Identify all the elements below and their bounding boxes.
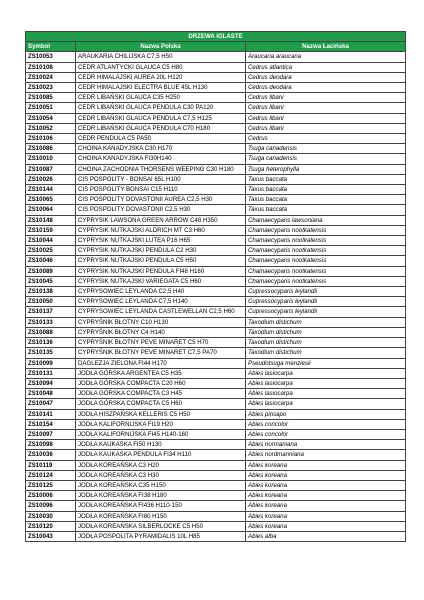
table-row bbox=[26, 225, 406, 235]
row-latin-name: Taxus baccata bbox=[246, 205, 406, 215]
row-symbol: ZS10006 bbox=[26, 491, 76, 501]
row-polish-name: CIS POSPOLITY BONSAI C15 H110 bbox=[76, 185, 246, 195]
table-row bbox=[26, 205, 406, 215]
row-symbol: ZS10136 bbox=[26, 338, 76, 348]
row-polish-name: CYPRYSIK NUTKAJSKI PENDULA C2 H30 bbox=[76, 246, 246, 256]
row-polish-name: JODŁA GÓRSKA COMPACTA C5 H60 bbox=[76, 399, 246, 409]
row-symbol: ZS10030 bbox=[26, 511, 76, 521]
row-polish-name: CEDR LIBAŃSKI GLAUCA PENDULA C30 PA120 bbox=[76, 103, 246, 113]
table-row bbox=[26, 521, 406, 531]
table-row bbox=[26, 144, 406, 154]
table-row bbox=[26, 276, 406, 286]
table-row bbox=[26, 164, 406, 174]
row-symbol: ZS10023 bbox=[26, 83, 76, 93]
row-symbol: ZS10050 bbox=[26, 297, 76, 307]
row-symbol: ZS10106 bbox=[26, 134, 76, 144]
row-latin-name: Taxodium distichum bbox=[246, 317, 406, 327]
row-symbol: ZS10094 bbox=[26, 378, 76, 388]
row-polish-name: CEDR ATLANTYCKI GLAUCA C5 H80 bbox=[76, 62, 246, 72]
row-latin-name: Abies koreana bbox=[246, 491, 406, 501]
row-symbol: ZS10044 bbox=[26, 236, 76, 246]
row-polish-name: CYPRYŚNIK BŁOTNY PEVE MINARET C5 H70 bbox=[76, 338, 246, 348]
row-latin-name: Abies lasiocarpa bbox=[246, 399, 406, 409]
table-row bbox=[26, 256, 406, 266]
row-symbol: ZS10052 bbox=[26, 123, 76, 133]
row-latin-name: Taxus baccata bbox=[246, 195, 406, 205]
row-polish-name: CYPRYSOWIEC LEYLANDA C7,5 H140 bbox=[76, 297, 246, 307]
row-symbol: ZS10051 bbox=[26, 103, 76, 113]
table-row bbox=[26, 307, 406, 317]
table-row bbox=[26, 460, 406, 470]
table-row bbox=[26, 195, 406, 205]
row-symbol: ZS10065 bbox=[26, 195, 76, 205]
row-polish-name: JODŁA KOREAŃSKA FI38 H180 bbox=[76, 491, 246, 501]
row-latin-name: Araucaria araucana bbox=[246, 52, 406, 62]
table-row bbox=[26, 368, 406, 378]
row-polish-name: CYPRYSOWIEC LEYLANDA CASTLEWELLAN C2,5 H60 bbox=[76, 307, 246, 317]
row-latin-name: Cupressocyparis leylandii bbox=[246, 287, 406, 297]
table-row bbox=[26, 52, 406, 62]
row-latin-name: Chamaecyparis lawsoniana bbox=[246, 215, 406, 225]
table-row bbox=[26, 389, 406, 399]
row-latin-name: Abies koreana bbox=[246, 460, 406, 470]
row-latin-name: Abies nordmanniana bbox=[246, 450, 406, 460]
row-polish-name: CHOINA ZACHODNIA THORSENS WEEPING C30 H180 bbox=[76, 164, 246, 174]
row-polish-name: JODŁA KOREAŃSKA FI80 H150 bbox=[76, 511, 246, 521]
row-symbol: ZS10024 bbox=[26, 72, 76, 82]
row-latin-name: Cedrus libani bbox=[246, 103, 406, 113]
row-symbol: ZS10141 bbox=[26, 409, 76, 419]
row-latin-name: Abies concolor bbox=[246, 419, 406, 429]
row-polish-name: CYPRYŚNIK BŁOTNY C4 H140 bbox=[76, 327, 246, 337]
row-symbol: ZS10045 bbox=[26, 276, 76, 286]
row-latin-name: Chamaecyparis nootkatensis bbox=[246, 256, 406, 266]
row-latin-name: Cedrus libani bbox=[246, 93, 406, 103]
row-symbol: ZS10025 bbox=[26, 246, 76, 256]
column-header-polish-name: Nazwa Polska bbox=[76, 42, 246, 52]
table-row bbox=[26, 378, 406, 388]
table-row bbox=[26, 338, 406, 348]
row-polish-name: JODŁA KOREAŃSKA C3 H20 bbox=[76, 460, 246, 470]
row-symbol: ZS10087 bbox=[26, 164, 76, 174]
table-row bbox=[26, 215, 406, 225]
row-polish-name: CYPRYSIK NUTKAJSKI LUTEA P16 H65 bbox=[76, 236, 246, 246]
row-latin-name: Pseudotsuga menziesii bbox=[246, 358, 406, 368]
row-polish-name: CIS POSPOLITY DOVASTONII C2,5 H30 bbox=[76, 205, 246, 215]
table-row bbox=[26, 480, 406, 490]
row-polish-name: JODŁA KAUKASKA FI50 H130 bbox=[76, 440, 246, 450]
table-row bbox=[26, 511, 406, 521]
table-row bbox=[26, 154, 406, 164]
row-polish-name: JODŁA POSPOLITA PYRAMIDALIS 10L H85 bbox=[76, 531, 246, 541]
row-latin-name: Abies lasiocarpa bbox=[246, 368, 406, 378]
row-latin-name: Abies alba bbox=[246, 531, 406, 541]
table-row bbox=[26, 236, 406, 246]
row-latin-name: Abies koreana bbox=[246, 521, 406, 531]
row-symbol: ZS10089 bbox=[26, 266, 76, 276]
row-symbol: ZS10159 bbox=[26, 225, 76, 235]
row-symbol: ZS10144 bbox=[26, 185, 76, 195]
row-latin-name: Cupressocyparis leylandii bbox=[246, 297, 406, 307]
row-polish-name: CHOINA KANADYJSKA FI30H140 bbox=[76, 154, 246, 164]
table-row bbox=[26, 399, 406, 409]
row-polish-name: JODŁA HISZPAŃSKA KELLERIS C5 H50 bbox=[76, 409, 246, 419]
table-row bbox=[26, 317, 406, 327]
row-symbol: ZS10131 bbox=[26, 368, 76, 378]
table-row bbox=[26, 327, 406, 337]
row-latin-name: Cupressocyparis leylandii bbox=[246, 307, 406, 317]
table-row bbox=[26, 287, 406, 297]
row-polish-name: CIS POSPOLITY DOVASTONII AUREA C2,5 H30 bbox=[76, 195, 246, 205]
row-polish-name: JODŁA KOREAŃSKA C3 H30 bbox=[76, 470, 246, 480]
row-symbol: ZS10026 bbox=[26, 174, 76, 184]
row-latin-name: Chamaecyparis nootkatensis bbox=[246, 276, 406, 286]
row-polish-name: CEDR HIMALAJSKI AUREA 20L H120 bbox=[76, 72, 246, 82]
row-symbol: ZS10096 bbox=[26, 501, 76, 511]
row-symbol: ZS10086 bbox=[26, 144, 76, 154]
row-latin-name: Taxus baccata bbox=[246, 174, 406, 184]
row-latin-name: Abies koreana bbox=[246, 501, 406, 511]
row-latin-name: Taxodium distichum bbox=[246, 327, 406, 337]
table-row bbox=[26, 103, 406, 113]
row-symbol: ZS10133 bbox=[26, 317, 76, 327]
table-row bbox=[26, 174, 406, 184]
row-latin-name: Cedrus deodara bbox=[246, 72, 406, 82]
table-row bbox=[26, 123, 406, 133]
row-symbol: ZS10064 bbox=[26, 205, 76, 215]
column-header-latin-name: Nazwa Łacińska bbox=[246, 42, 406, 52]
row-latin-name: Abies concolor bbox=[246, 429, 406, 439]
row-polish-name: CYPRYŚNIK BŁOTNY C10 H130 bbox=[76, 317, 246, 327]
row-symbol: ZS10043 bbox=[26, 531, 76, 541]
row-polish-name: CYPRYSIK NUTKAJSKI VARIEGATA C5 H60 bbox=[76, 276, 246, 286]
row-polish-name: JODŁA KOREAŃSKA SILBERLOCKE C5 H50 bbox=[76, 521, 246, 531]
table-row bbox=[26, 429, 406, 439]
row-latin-name: Tsuga canadensis bbox=[246, 154, 406, 164]
row-latin-name: Abies koreana bbox=[246, 470, 406, 480]
column-header-symbol: Symbol bbox=[26, 42, 76, 52]
table-row bbox=[26, 440, 406, 450]
row-polish-name: JODŁA GÓRSKA COMPACTA C20 H60 bbox=[76, 378, 246, 388]
table-row bbox=[26, 246, 406, 256]
table-row bbox=[26, 470, 406, 480]
row-latin-name: Abies koreana bbox=[246, 511, 406, 521]
row-latin-name: Cedrus bbox=[246, 134, 406, 144]
table-row bbox=[26, 348, 406, 358]
row-latin-name: Taxus baccata bbox=[246, 185, 406, 195]
row-polish-name: CYPRYŚNIK BŁOTNY PEVE MINARET C7,5 PA70 bbox=[76, 348, 246, 358]
table-row bbox=[26, 72, 406, 82]
row-latin-name: Abies lasiocarpa bbox=[246, 378, 406, 388]
table-row bbox=[26, 113, 406, 123]
row-symbol: ZS10010 bbox=[26, 154, 76, 164]
table-row bbox=[26, 491, 406, 501]
row-symbol: ZS10036 bbox=[26, 450, 76, 460]
table-row bbox=[26, 93, 406, 103]
row-symbol: ZS10124 bbox=[26, 470, 76, 480]
row-polish-name: CYPRYSIK NUTKAJSKI PENDULA FI48 H160 bbox=[76, 266, 246, 276]
row-polish-name: JODŁA GÓRSKA ARGENTEA C5 H35 bbox=[76, 368, 246, 378]
row-latin-name: Cedrus deodara bbox=[246, 83, 406, 93]
row-polish-name: JODŁA KAUKASKA PENDULA FI34 H110 bbox=[76, 450, 246, 460]
row-latin-name: Cedrus atlantica bbox=[246, 62, 406, 72]
row-symbol: ZS10047 bbox=[26, 399, 76, 409]
row-symbol: ZS10099 bbox=[26, 358, 76, 368]
row-symbol: ZS10119 bbox=[26, 460, 76, 470]
row-symbol: ZS10085 bbox=[26, 93, 76, 103]
table-title-row bbox=[26, 32, 406, 42]
row-polish-name: CEDR LIBAŃSKI GLAUCA C35 H250 bbox=[76, 93, 246, 103]
table-row bbox=[26, 134, 406, 144]
row-latin-name: Taxodium distichum bbox=[246, 338, 406, 348]
table-row bbox=[26, 501, 406, 511]
table-row bbox=[26, 185, 406, 195]
row-latin-name: Abies pinsapo bbox=[246, 409, 406, 419]
table-row bbox=[26, 62, 406, 72]
row-polish-name: CEDR PENDULA C5 PA50 bbox=[76, 134, 246, 144]
row-polish-name: JODŁA KALIFORNIJSKA FI19 H20 bbox=[76, 419, 246, 429]
row-polish-name: CYPRYSIK LAWSONA GREEN ARROW C48 H350 bbox=[76, 215, 246, 225]
table-row bbox=[26, 419, 406, 429]
row-symbol: ZS10137 bbox=[26, 307, 76, 317]
row-polish-name: JODŁA KOREAŃSKA FI436 H110-150 bbox=[76, 501, 246, 511]
row-latin-name: Tsuga heterophylla bbox=[246, 164, 406, 174]
row-latin-name: Taxodium distichum bbox=[246, 348, 406, 358]
row-polish-name: CYPRYSOWIEC LEYLANDA C2,5 H40 bbox=[76, 287, 246, 297]
row-symbol: ZS10054 bbox=[26, 113, 76, 123]
row-polish-name: CYPRYSIK NUTKAJSKI PENDULA C5 H50 bbox=[76, 256, 246, 266]
table-row bbox=[26, 409, 406, 419]
row-latin-name: Abies lasiocarpa bbox=[246, 389, 406, 399]
row-latin-name: Chamaecyparis nootkatensis bbox=[246, 266, 406, 276]
table-title: DRZEWA IGLASTE bbox=[26, 32, 406, 42]
table-header-row bbox=[26, 42, 406, 52]
row-polish-name: CIS POSPOLITY - BONSAI 65L H100 bbox=[76, 174, 246, 184]
row-symbol: ZS10135 bbox=[26, 348, 76, 358]
table-row bbox=[26, 266, 406, 276]
table-row bbox=[26, 358, 406, 368]
row-polish-name: CHOINA KANADYJSKA C30 H170 bbox=[76, 144, 246, 154]
row-symbol: ZS10053 bbox=[26, 52, 76, 62]
row-latin-name: Chamaecyparis nootkatensis bbox=[246, 225, 406, 235]
table-row bbox=[26, 450, 406, 460]
row-latin-name: Abies normaniana bbox=[246, 440, 406, 450]
row-symbol: ZS10154 bbox=[26, 419, 76, 429]
row-polish-name: CYPRYSIK NUTKAJSKI ALDRICH MT C3 H60 bbox=[76, 225, 246, 235]
row-polish-name: JODŁA KOREAŃSKA C35 H150 bbox=[76, 480, 246, 490]
row-symbol: ZS10097 bbox=[26, 429, 76, 439]
conifer-table bbox=[25, 31, 406, 542]
row-polish-name: JODŁA GÓRSKA COMPACTA C3 H45 bbox=[76, 389, 246, 399]
row-polish-name: CEDR LIBAŃSKI GLAUCA PENDULA C7,5 H125 bbox=[76, 113, 246, 123]
row-latin-name: Cedrus libani bbox=[246, 113, 406, 123]
row-symbol: ZS10048 bbox=[26, 389, 76, 399]
row-symbol: ZS10108 bbox=[26, 62, 76, 72]
row-latin-name: Chamaecyparis nootkatensis bbox=[246, 236, 406, 246]
row-symbol: ZS10148 bbox=[26, 215, 76, 225]
row-latin-name: Abies koreana bbox=[246, 480, 406, 490]
row-symbol: ZS10138 bbox=[26, 287, 76, 297]
row-symbol: ZS10088 bbox=[26, 327, 76, 337]
price-list-sheet bbox=[25, 31, 405, 542]
row-polish-name: CEDR HIMALAJSKI ELECTRA BLUE 45L H130 bbox=[76, 83, 246, 93]
row-symbol: ZS10046 bbox=[26, 256, 76, 266]
row-polish-name: DAGLEZJA ZIELONA FI44 H170 bbox=[76, 358, 246, 368]
table-row bbox=[26, 83, 406, 93]
table-row bbox=[26, 297, 406, 307]
row-polish-name: JODŁA KALIFORNIJSKA FI45 H140-160 bbox=[76, 429, 246, 439]
row-polish-name: ARAUKARIA CHILIJSKA C7,5 H50 bbox=[76, 52, 246, 62]
table-row bbox=[26, 531, 406, 541]
table-body bbox=[26, 52, 406, 542]
row-latin-name: Tsuga canadensis bbox=[246, 144, 406, 154]
row-symbol: ZS10098 bbox=[26, 440, 76, 450]
row-latin-name: Chamaecyparis nootkatensis bbox=[246, 246, 406, 256]
row-symbol: ZS10120 bbox=[26, 521, 76, 531]
row-latin-name: Cedrus libani bbox=[246, 123, 406, 133]
row-symbol: ZS10125 bbox=[26, 480, 76, 490]
row-polish-name: CEDR LIBAŃSKI GLAUCA PENDULA C70 H180 bbox=[76, 123, 246, 133]
